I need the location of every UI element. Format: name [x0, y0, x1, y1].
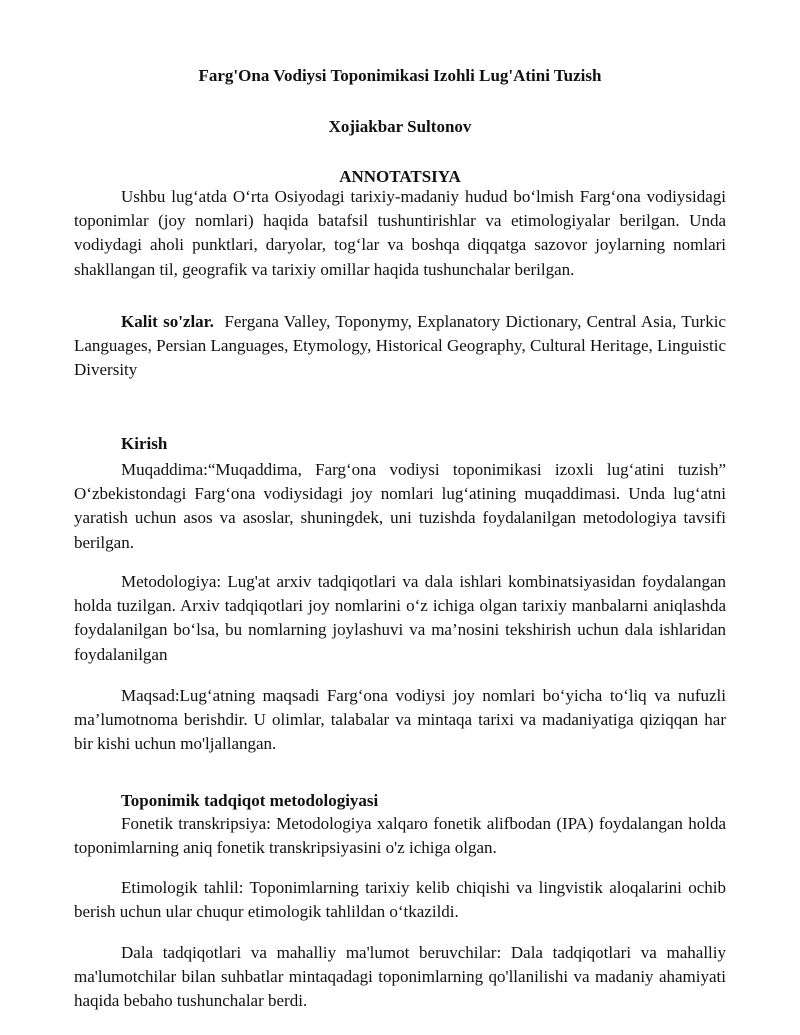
intro-heading: Kirish — [121, 434, 168, 453]
document-title: Farg'Ona Vodiysi Toponimikasi Izohli Lug'Atini Tuzish — [198, 66, 602, 85]
method-heading: Toponimik tadqiqot metodologiyasi — [121, 791, 379, 810]
method-paragraph-phonetic: Fonetik transkripsiya: Metodologiya xalqaro fonetik alifbodan (IPA) foydalangan holda toponimlarning aniq fonetik transkripsiyasini o'z ichiga olgan. — [74, 814, 726, 858]
abstract-paragraph: Ushbu lug‘atda O‘rta Osiyodagi tarixiy-madaniy hudud bo‘lmish Farg‘ona vodiysidagi toponimlar (joy nomlari) haqida batafsil tushuntirishlar va etimologiyalar berilgan. Unda vodiydagi aholi punktlari, daryolar, tog‘lar va boshqa diqqatga sazovor joylarning nomlari shakllangan til, geografik va tarixiy omillar haqida tushunchalar berilgan. — [74, 187, 726, 279]
intro-paragraph-methodology: Metodologiya: Lug'at arxiv tadqiqotlari va dala ishlari kombinatsiyasidan foydalangan holda tuzilgan. Arxiv tadqiqotlari joy nomlarini o‘z ichiga olgan tarixiy manbalarni aniqlashda foydalanilgan bo‘lsa, bu nomlarning joylashuvi va ma’nosini tekshirish uchun dala ishlaridan foydalanilgan — [74, 572, 726, 664]
intro-paragraph-preface: Muqaddima:“Muqaddima, Farg‘ona vodiysi toponimikasi izoxli lug‘atini tuzish” O‘zbekistondagi Farg‘ona vodiysidagi joy nomlari lug‘atining muqaddimasi. Unda lug‘atni yaratish uchun asos va asoslar, shuningdek, uni tuzishda foydalanilgan metodologiya tavsifi berilgan. — [74, 460, 726, 552]
method-paragraph-fieldwork: Dala tadqiqotlari va mahalliy ma'lumot beruvchilar: Dala tadqiqotlari va mahalliy ma'lumotchilar bilan suhbatlar mintaqadagi toponimlarning qo'llanilishi va madaniy ahamiyati haqida bebaho tushunchalar berdi. — [74, 943, 726, 1011]
abstract-heading: ANNOTATSIYA — [339, 167, 461, 186]
method-paragraph-etymology: Etimologik tahlil: Toponimlarning tarixiy kelib chiqishi va lingvistik aloqalarini ochib berish uchun ular chuqur etimologik tahlildan o‘tkazildi. — [74, 878, 726, 922]
intro-paragraph-purpose: Maqsad:Lug‘atning maqsadi Farg‘ona vodiysi joy nomlari bo‘yicha to‘liq va nufuzli ma’lumotnoma berishdir. U olimlar, talabalar va mintaqa tarixi va madaniyatiga qiziqqan har bir kishi uchun mo'ljallangan. — [74, 686, 726, 754]
keywords-paragraph — [74, 310, 726, 383]
keywords-label: Kalit so'zlar. — [121, 312, 214, 331]
keywords-text: Fergana Valley, Toponymy, Explanatory Dictionary, Central Asia, Turkic Languages, Persian Languages, Etymology, Historical Geography, Cultural Heritage, Linguistic Diversity — [74, 312, 726, 380]
author-name: Xojiakbar Sultonov — [328, 117, 472, 136]
